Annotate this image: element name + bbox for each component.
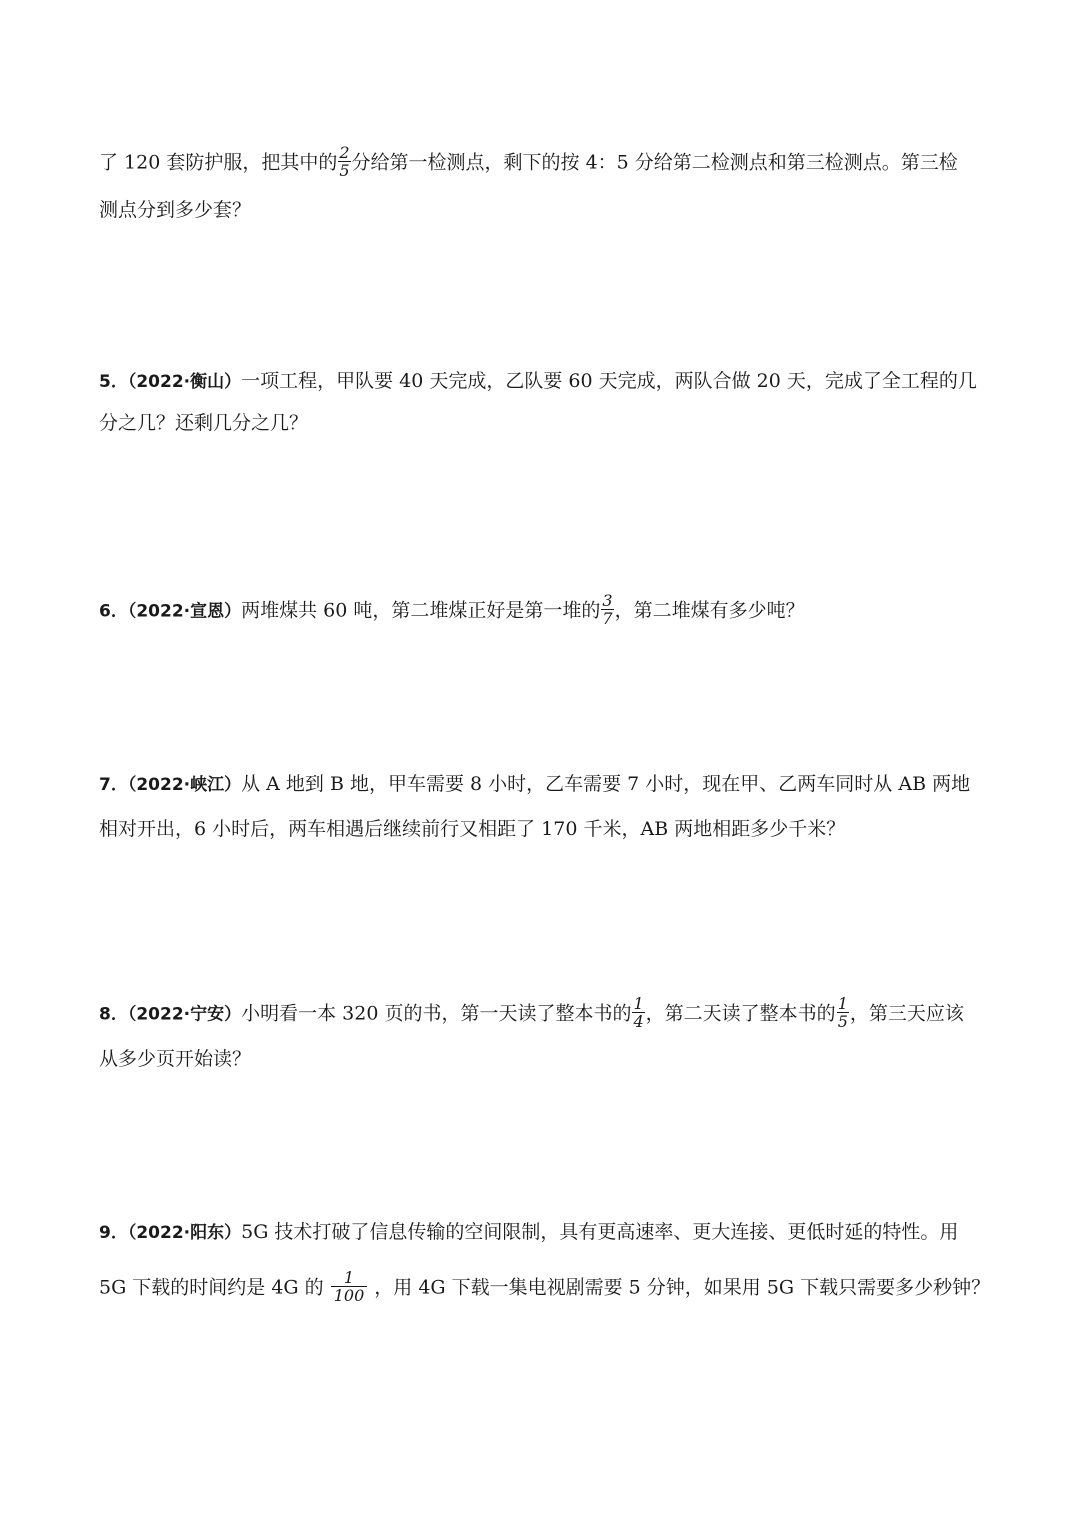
- q5-source: （2022·衡山）: [127, 372, 242, 392]
- q6-text-a: 两堆煤共 60 吨，第二堆煤正好是第一堆的: [241, 599, 601, 622]
- q6-fraction: $\frac{3}{7}$: [602, 591, 613, 628]
- q8-number: 8．: [99, 1004, 128, 1025]
- q4-text-a: 了 120 套防护服，把其中的: [99, 151, 338, 174]
- q8-text-a: 小明看一本 320 页的书，第一天读了整本书的: [241, 1002, 632, 1025]
- q7-line-2: [99, 817, 845, 841]
- q7-source: （2022·峡江）: [127, 775, 242, 795]
- q7-text-line2: 相对开出，6 小时后，两车相遇后继续前行又相距了 170 千米，AB 两地相距多少千米？: [99, 818, 846, 840]
- q4-text-line2: 测点分到多少套？: [99, 199, 252, 221]
- q4-line-1: [99, 143, 958, 181]
- q5-line-1: [99, 369, 977, 394]
- q5-text-line2: 分之几？还剩几分之几？: [99, 412, 309, 434]
- q6-line-1: [99, 591, 805, 629]
- q7-line-1: [99, 772, 970, 797]
- q8-fraction-1: $\frac{1}{4}$: [633, 994, 644, 1031]
- q9-source: （2022·阳东）: [127, 1223, 242, 1243]
- q5-text-a: 一项工程，甲队要 40 天完成，乙队要 60 天完成，两队合做 20 天，完成了全工程的几: [241, 370, 977, 392]
- q5-line-2: [99, 411, 308, 435]
- q8-text-c: ，第三天应该: [849, 1002, 964, 1025]
- q9-fraction: $\frac{1}{100}$: [331, 1269, 368, 1304]
- q8-text-b: ，第二天读了整本书的: [645, 1002, 836, 1025]
- q6-number: 6．: [99, 601, 128, 622]
- q8-line-1: [99, 994, 964, 1032]
- q4-text-b: 分给第一检测点，剩下的按 4：5 分给第二检测点和第三检测点。第三检: [351, 151, 958, 174]
- q4-line-2: [99, 198, 251, 222]
- q6-text-b: ，第二堆煤有多少吨？: [614, 599, 805, 622]
- q9-text-b: 5G 下载的时间约是 4G 的: [99, 1276, 330, 1299]
- q9-text-a: 5G 技术打破了信息传输的空间限制，具有更高速率、更大连接、更低时延的特性。用: [241, 1221, 959, 1243]
- q8-line-2: [99, 1047, 251, 1071]
- q5-number: 5．: [99, 372, 128, 392]
- q7-text-a: 从 A 地到 B 地，甲车需要 8 小时，乙车需要 7 小时，现在甲、乙两车同时从 AB 两地: [241, 773, 971, 795]
- q9-line-2: [99, 1268, 991, 1306]
- q4-fraction: $\frac{2}{5}$: [339, 143, 350, 180]
- q8-fraction-2: $\frac{1}{5}$: [837, 994, 848, 1031]
- q6-source: （2022·宣恩）: [127, 601, 242, 622]
- q8-text-line2: 从多少页开始读？: [99, 1048, 252, 1070]
- q9-number: 9．: [99, 1223, 128, 1243]
- q8-source: （2022·宁安）: [127, 1004, 242, 1025]
- q9-line-1: [99, 1220, 958, 1245]
- q9-text-c: ，用 4G 下载一集电视剧需要 5 分钟，如果用 5G 下载只需要多少秒钟？: [368, 1276, 991, 1299]
- q7-number: 7．: [99, 775, 128, 795]
